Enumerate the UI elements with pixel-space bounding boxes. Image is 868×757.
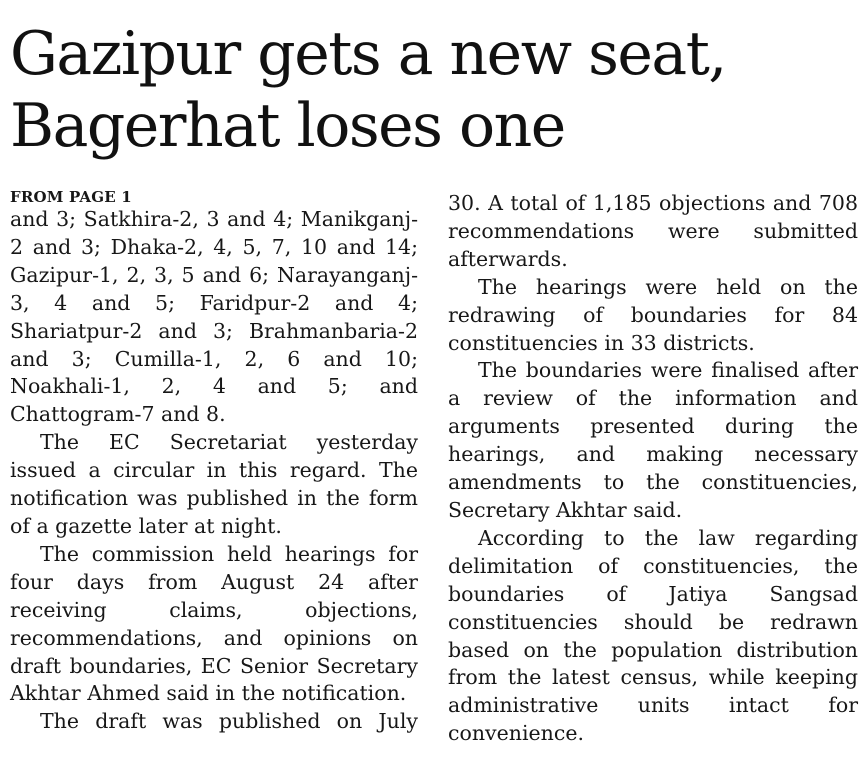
paragraph: According to the law regarding delimitation of constituencies, the boundaries of Jatiya Sangsad constituencies should be redrawn based on the population distribution from the latest census, while keeping administrative units intact for convenience. — [448, 525, 858, 746]
headline-line-1: Gazipur gets a new seat, — [10, 19, 726, 89]
paragraph: The draft was published on July — [40, 709, 418, 734]
headline — [10, 18, 860, 162]
paragraph: The commission held hearings for four days from August 24 after receiving claims, objections, recommendations, and opinions on draft boundaries, EC Senior Secretary Akhtar Ahmed said in the notification. — [10, 541, 418, 706]
paragraph: The hearings were held on the redrawing of boundaries for 84 constituencies in 33 districts. — [448, 274, 858, 355]
paragraph: 30. A total of 1,185 objections and 708 recommendations were submitted afterwards. — [448, 191, 858, 271]
article-column-left — [10, 188, 418, 736]
paragraph: The EC Secretariat yesterday issued a circular in this regard. The notification was published in the form of a gazette later at night. — [10, 430, 418, 538]
paragraph: and 3; Satkhira-2, 3 and 4; Manikganj-2 and 3; Dhaka-2, 4, 5, 7, 10 and 14; Gazipur-1, 2, 3, 5 and 6; Narayanganj-3, 4 and 5; Faridpur-2 and 4; Shariatpur-2 and 3; Brahmanbaria-2 and 3; Cumilla-1, 2, 6 and 10; Noakhali-1, 2, 4 and 5; and Chattogram-7 and 8. — [10, 207, 418, 427]
headline-line-2: Bagerhat loses one — [10, 91, 565, 161]
continuation-kicker: FROM PAGE 1 — [10, 188, 132, 206]
article-column-right — [448, 190, 858, 748]
paragraph: The boundaries were finalised after a review of the information and arguments presented during the hearings, and making necessary amendments to the constituencies, Secretary Akhtar said. — [448, 358, 858, 522]
